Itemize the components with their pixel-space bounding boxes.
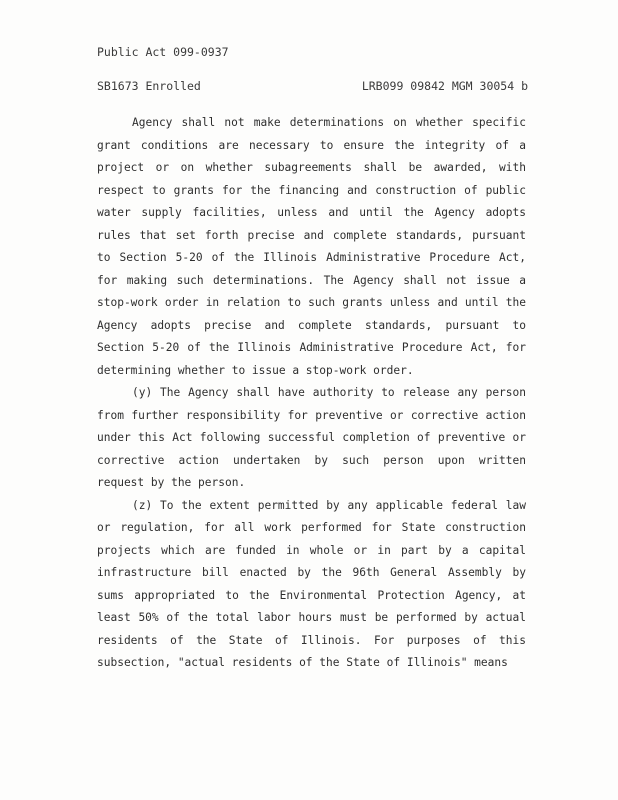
bill-identifier: SB1673 Enrolled (97, 79, 201, 93)
paragraph-subsection-z: (z) To the extent permitted by any applicable federal law or regulation, for all work performed for State construction projects which are funded in whole or in part by a capital infrastructure bill enacted by the 96th General Assembly by sums appropriated to the Environmental Protection Agency, at least 50% of the total labor hours must be performed by actual residents of the State of Illinois. For purposes of this subsection, "actual residents of the State of Illinois" means (97, 498, 526, 669)
body-text (97, 112, 526, 675)
paragraph-agency-determinations: Agency shall not make determinations on whether specific grant conditions are necessary to ensure the integrity of a project or on whether subagreements shall be awarded, with respect to grants for the financing and construction of public water supply facilities, unless and until the Agency adopts rules that set forth precise and complete standards, pursuant to Section 5-20 of the Illinois Administrative Procedure Act, for making such determinations. The Agency shall not issue a stop-work order in relation to such grants unless and until the Agency adopts precise and complete standards, pursuant to Section 5-20 of the Illinois Administrative Procedure Act, for determining whether to issue a stop-work order. (97, 116, 526, 377)
lrb-document-number: LRB099 09842 MGM 30054 b (361, 79, 528, 93)
public-act-title: Public Act 099-0937 (97, 45, 229, 59)
paragraph-subsection-y: (y) The Agency shall have authority to release any person from further responsibility for preventive or corrective action under this Act following successful completion of preventive or corrective action undertaken by such person upon written request by the person. (97, 386, 526, 489)
